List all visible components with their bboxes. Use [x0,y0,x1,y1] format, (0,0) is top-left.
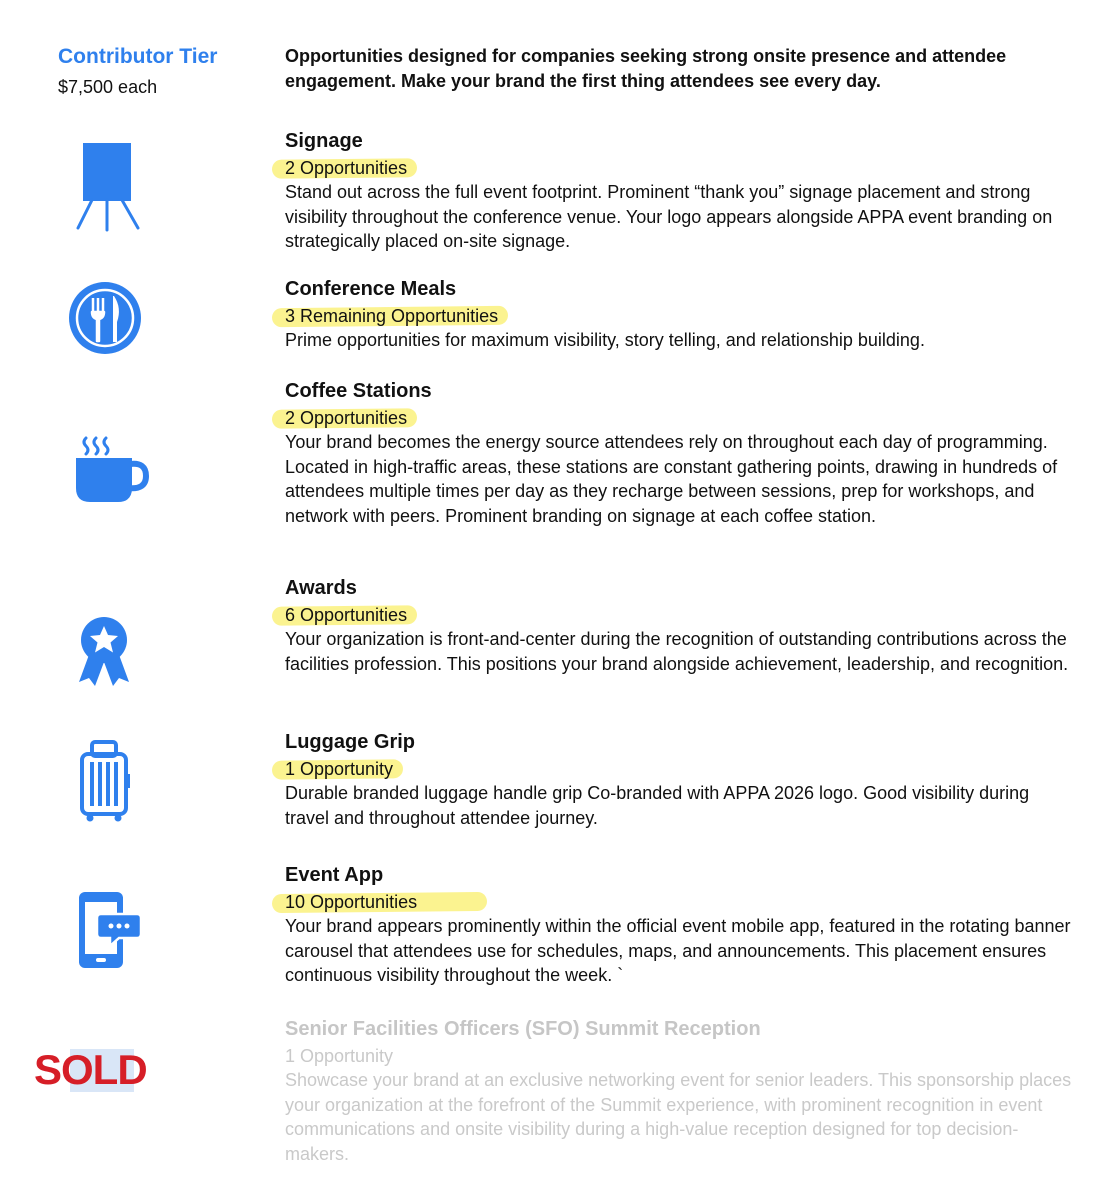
item-title: Awards [285,577,357,599]
utensils-icon [67,280,143,356]
item-count: 1 Opportunity [285,757,393,781]
opportunity-luggage-grip [285,729,1075,830]
opportunity-coffee-stations [285,378,1075,528]
item-description: Stand out across the full event footprint. Prominent “thank you” signage placement and strong visibility throughout the conference venue. Your logo appears alongside APPA event branding on strategically placed on-site signage. [285,182,1053,252]
item-description: Prime opportunities for maximum visibility, story telling, and relationship building. [285,330,925,350]
item-title: Conference Meals [285,278,457,300]
item-title: Signage [285,130,363,152]
item-description: Your brand becomes the energy source attendees rely on throughout each day of programming. Located in high-traffic areas, these stations are constant gathering points, drawing in hundreds of attendees multiple times per day as they recharge between sessions, prep for workshops, and network with peers. Prominent branding on signage at each coffee station. [285,432,1058,526]
item-count: 2 Opportunities [285,156,407,180]
intro-text: Opportunities designed for companies seeking strong onsite presence and attendee engagement. Make your brand the first thing attendees see every day. [285,46,1007,91]
tier-header [58,44,217,99]
sold-badge: SOLD [34,1046,147,1093]
coffee-cup-icon [72,430,150,506]
item-count: 3 Remaining Opportunities [285,304,498,328]
item-count: 2 Opportunities [285,406,407,430]
item-description: Showcase your brand at an exclusive networking event for senior leaders. This sponsorship places your organization at the forefront of the Summit experience, with prominent recognition in event communications and onsite visibility during a high-value reception designed for top decision-makers. [285,1070,1072,1164]
item-description: Your organization is front-and-center during the recognition of outstanding contributions across the facilities profession. This positions your brand alongside achievement, leadership, and recognition. [285,629,1069,674]
item-title: Luggage Grip [285,731,415,753]
opportunity-conference-meals [285,276,1075,353]
mobile-chat-icon [77,890,143,970]
item-title: Event App [285,864,384,886]
item-title: Senior Facilities Officers (SFO) Summit Reception [285,1018,761,1040]
item-count: 6 Opportunities [285,603,407,627]
easel-icon [70,140,146,232]
item-count: 1 Opportunity [285,1046,394,1066]
tier-price: $7,500 each [58,77,158,97]
item-title: Coffee Stations [285,380,432,402]
tier-name: Contributor Tier [58,45,218,68]
award-ribbon-icon [75,612,133,688]
opportunity-awards [285,575,1075,676]
opportunity-sfo-summit-reception [285,1016,1075,1166]
opportunity-event-app [285,862,1075,988]
item-description: Durable branded luggage handle grip Co-branded with APPA 2026 logo. Good visibility during travel and throughout attendee journey. [285,783,1030,828]
item-description: Your brand appears prominently within the official event mobile app, featured in the rotating banner carousel that attendees use for schedules, maps, and announcements. This placement ensures continuous visibility throughout the week. ` [285,916,1071,986]
item-count: 10 Opportunities [285,890,417,914]
luggage-icon [78,740,132,822]
opportunity-signage [285,128,1075,254]
